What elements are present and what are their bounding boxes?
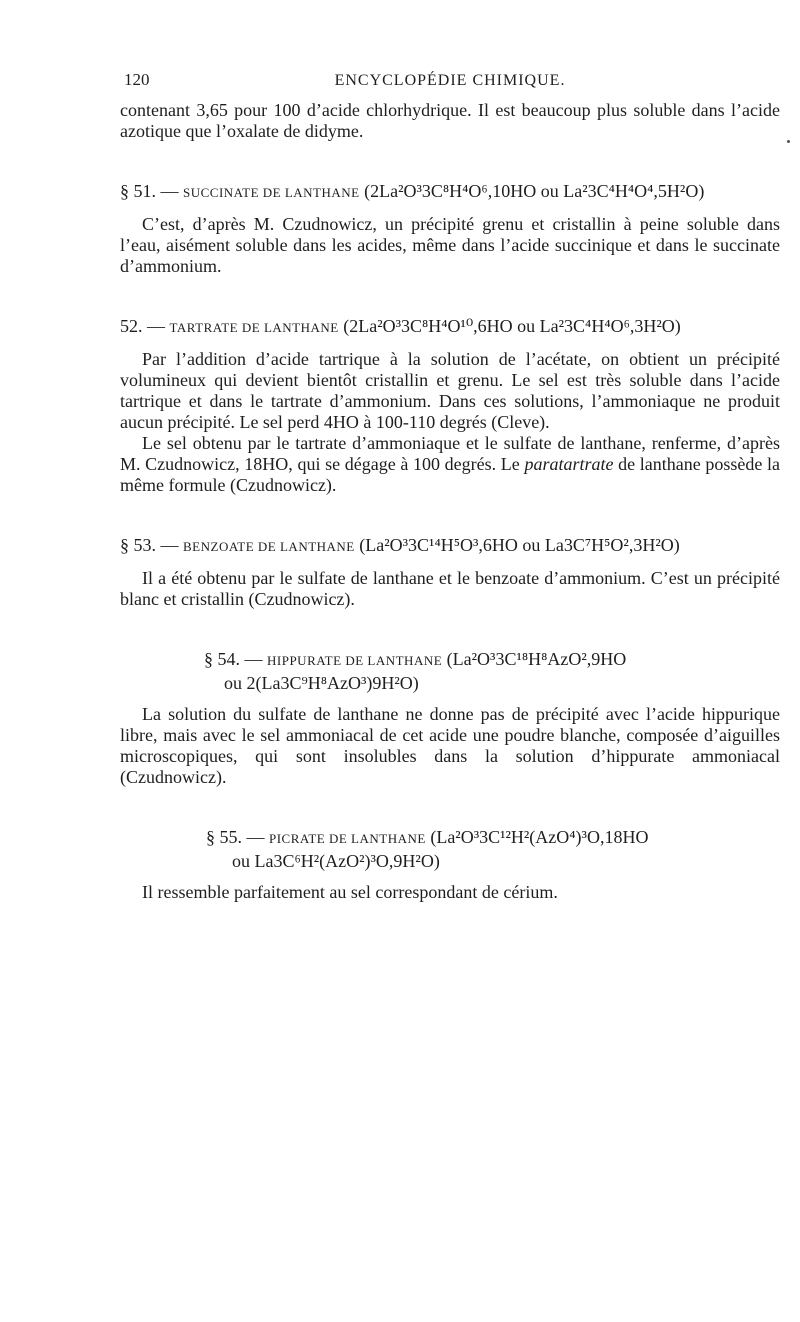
section-title: TARTRATE DE LANTHANE [169,320,339,335]
section-formula: (2La²O³3C⁸H⁴O⁶,10HO ou La²3C⁴H⁴O⁴,5H²O) [364,181,705,201]
section-51-heading [120,180,780,204]
section-formula: (2La²O³3C⁸H⁴O¹⁰,6HO ou La²3C⁴H⁴O⁶,3H²O) [343,316,681,336]
section-title: SUCCINATE DE LANTHANE [183,185,360,200]
italic-term: paratartrate [524,454,614,474]
section-53-heading [120,534,780,558]
section-number: § 54. — [204,649,263,669]
section-53-paragraph: Il a été obtenu par le sulfate de lanthane et le benzoate d’ammonium. C’est un précipité blanc et cristallin (Czudnowicz). [120,568,780,609]
section-formula: (La²O³3C¹²H²(AzO⁴)³O,18HO [430,827,649,847]
text-run: de lanthane possède la même formule (Czudnowicz). [120,454,781,495]
page-number: 120 [124,70,150,89]
section-number: § 53. — [120,535,179,555]
section-55-heading [120,826,780,850]
section-number: 52. — [120,316,165,336]
section-title: HIPPURATE DE LANTHANE [267,653,443,668]
page-header [120,70,780,94]
section-54-heading [120,648,780,672]
section-52-paragraph-1: Par l’addition d’acide tartrique à la solution de l’acétate, on obtient un précipité volumineux qui devient bientôt cristallin et grenu. Le sel est très soluble dans l’acide tartrique et dans le tartrate d’ammonium. Dans ces solutions, l’ammoniaque ne produit aucun précipité. Le sel perd 4HO à 100-110 degrés (Cleve). [120,349,780,432]
page-body [120,100,780,903]
section-title: PICRATE DE LANTHANE [269,831,426,846]
intro-paragraph: contenant 3,65 pour 100 d’acide chlorhydrique. Il est beaucoup plus soluble dans l’acide azotique que l’oxalate de didyme. [120,100,780,141]
section-formula: (La²O³3C¹⁸H⁸AzO²,9HO [446,649,627,669]
section-54-paragraph: La solution du sulfate de lanthane ne donne pas de précipité avec l’acide hippurique libre, mais avec le sel ammoniacal de cet acide une poudre blanche, composée d’aiguilles microscopiques, qui sont insolubles dans la solution d’hippurate ammoniacal (Czudnowicz). [120,704,780,787]
section-54-formula-line-2: ou 2(La3C⁹H⁸AzO³)9H²O) [224,673,419,693]
section-52-heading [120,315,780,339]
section-formula: (La²O³3C¹⁴H⁵O³,6HO ou La3C⁷H⁵O²,3H²O) [359,535,680,555]
section-51-paragraph: C’est, d’après M. Czudnowicz, un précipité grenu et cristallin à peine soluble dans l’eau, aisément soluble dans les acides, même dans l’acide succinique et dans le succinate d’ammonium. [120,214,780,276]
section-number: § 51. — [120,181,179,201]
section-number: § 55. — [206,827,265,847]
section-55-formula-line-2: ou La3C⁶H²(AzO²)³O,9H²O) [232,851,440,871]
section-52-paragraph-2 [120,433,780,496]
section-55-paragraph: Il ressemble parfaitement au sel correspondant de cérium. [142,882,558,902]
text-run: Le sel obtenu par le tartrate d’ammoniaque et le sulfate de lanthane, renferme, d’après M. Czudnowicz, 18HO, qui se dégage à 100 degrés. Le [120,433,780,474]
margin-dot [787,140,790,143]
running-title: ENCYCLOPÉDIE CHIMIQUE. [334,72,566,89]
section-title: BENZOATE DE LANTHANE [183,539,355,554]
